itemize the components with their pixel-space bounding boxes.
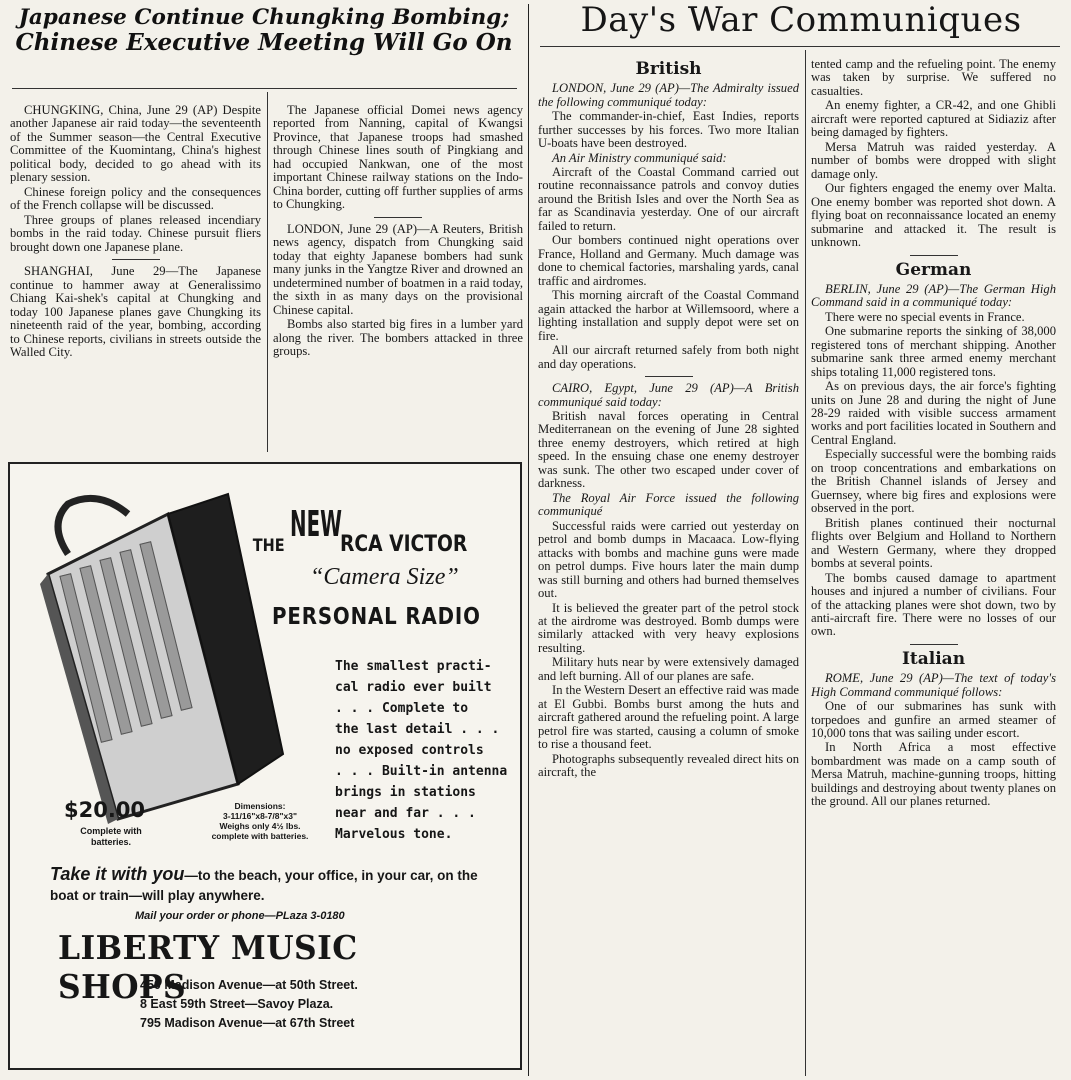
communique-para: tented camp and the refueling point. The enemy was taken by surprise. We suffered no casualties.	[811, 57, 1056, 98]
ad-dimensions	[200, 801, 320, 841]
ad-mail: Mail your order or phone—PLaza 3-0180	[135, 910, 345, 922]
blurb-line: . . . Complete to	[335, 701, 469, 716]
communique-para: In the Western Desert an effective raid was made at El Gubbi. Bombs burst among the huts and aircraft gathered around the refueling point. A large petrol fire was started, causing a column of smoke to rise a thousand feet.	[538, 683, 799, 752]
communique-para: Mersa Matruh was raided yesterday. A number of bombs were dropped with slight damage only.	[811, 139, 1056, 181]
blurb-line: brings in stations	[335, 785, 476, 800]
column-rule-middle	[528, 4, 529, 1076]
radio-drawing	[28, 484, 288, 824]
raf-intro: The Royal Air Force issued the following communiqué	[538, 490, 799, 519]
title-rule	[540, 46, 1060, 47]
take-it-lead: Take it with you	[50, 864, 185, 884]
blurb-line: cal radio ever built	[335, 680, 492, 695]
article-para: The Japanese official Domei news agency reported from Nanning, capital of Kwangsi Province, that Japanese troops had smashed through Chinese lines south of Pingkiang and had occupied Nankwan, one of the most important Chinese railway stations on the Indo-China border, cutting off further supplies of arms to Chungking.	[273, 103, 523, 212]
ad-price: $20.00	[64, 798, 146, 822]
communique-para: An enemy fighter, a CR-42, and one Ghibli aircraft were reported captured at Sidiaziz after being damaged by fighters.	[811, 98, 1056, 140]
blurb-line: The smallest practi-	[335, 659, 492, 674]
ad-addresses	[140, 976, 358, 1033]
divider	[645, 376, 693, 377]
divider	[910, 644, 958, 645]
blurb-line: near and far . . .	[335, 806, 476, 821]
dims-weight: Weighs only 4½ lbs. complete with batteries.	[211, 821, 309, 841]
communique-para: The commander-in-chief, East Indies, reports further successes by his forces. Two more Italian U-boats have been destroyed.	[538, 109, 799, 151]
address-line: 450 Madison Avenue—at 50th Street.	[140, 978, 358, 992]
ad-price-note: Complete with batteries.	[80, 826, 142, 847]
air-ministry-intro: An Air Ministry communiqué said:	[552, 150, 727, 165]
article-para: Chinese foreign policy and the consequences of the French collapse will be discussed.	[10, 184, 261, 213]
communique-para: In North Africa a most effective bombardment was made on a camp south of Mersa Matruh, machine-gunning troops, hitting buildings and destroying about twenty planes on the ground. All our planes returned.	[811, 740, 1056, 809]
communique-para: British planes continued their nocturnal flights over Belgium and Holland to Northern and Western Germany, where they dropped bombs at several points.	[811, 515, 1056, 571]
take-it-rest: —to the beach, your office, in your car, on the boat or train—will play anywhere.	[50, 868, 478, 903]
headline-line-2: Chinese Executive Meeting Will Go On	[15, 29, 513, 57]
dims-label: Dimensions:	[234, 801, 286, 811]
blurb-line: . . . Built-in antenna	[335, 764, 508, 779]
communique-para: Successful raids were carried out yesterday on petrol and bomb dumps in Macaaca. Low-flying attacks with bombs and machine guns were made on petrol dumps. Five hours later the main dump was still burning and others had burned themselves out.	[538, 518, 799, 601]
german-intro: BERLIN, June 29 (AP)—The German High Command said in a communiqué today:	[811, 281, 1056, 310]
british-intro: LONDON, June 29 (AP)—The Admiralty issued the following communiqué today:	[538, 81, 799, 109]
communiques-title: Day's War Communiques	[580, 0, 1022, 40]
radio-illustration	[28, 484, 288, 824]
dims-value: 3-11/16"x8-7/8"x3"	[222, 811, 297, 821]
divider	[910, 255, 958, 256]
ad-store-name: LIBERTY MUSIC SHOPS	[58, 928, 358, 1006]
address-line: 795 Madison Avenue—at 67th Street	[140, 1016, 355, 1030]
ad-personal-radio: PERSONAL RADIO	[272, 604, 481, 630]
headline-line-1: Japanese Continue Chungking Bombing;	[18, 5, 510, 30]
communique-column-3	[538, 58, 799, 781]
communique-para: All our aircraft returned safely from both night and day operations.	[538, 343, 799, 371]
italian-intro: ROME, June 29 (AP)—The text of today's High Command communiqué follows:	[811, 671, 1056, 699]
address-line: 8 East 59th Street—Savoy Plaza.	[140, 997, 334, 1011]
radio-advertisement	[8, 462, 522, 1070]
ad-the: THE	[252, 536, 285, 556]
communique-para: Military huts near by were extensively damaged and left burning. All of our planes are safe.	[538, 655, 799, 683]
communique-para: Our bombers continued night operations over France, Holland and Germany. Much damage was done to chemical factories, marshaling yards, canal traffic and airdromes.	[538, 233, 799, 288]
communique-para: As on previous days, the air force's fighting units on June 28 and during the night of June 28-29 raided with visible success armament works and port facilities located in Southern and Central England.	[811, 379, 1056, 447]
blurb-line: Marvelous tone.	[335, 827, 453, 842]
ad-take-it	[50, 864, 505, 906]
communique-para: British naval forces operating in Central Mediterranean on the evening of June 28 sighted three enemy destroyers, which retired at high speed. In the ensuing chase one enemy destroyer was sunk. The other two escaped under cover of darkness.	[538, 408, 799, 491]
blurb-line: the last detail . . .	[335, 722, 500, 737]
cairo-intro: CAIRO, Egypt, June 29 (AP)—A British communiqué said today:	[538, 381, 799, 409]
communique-para: Photographs subsequently revealed direct hits on aircraft, the	[538, 751, 799, 780]
communique-para: One of our submarines has sunk with torpedoes and gunfire an armed steamer of 10,000 tons that was sailing under escort.	[811, 699, 1056, 740]
communique-para: Our fighters engaged the enemy over Malta. One enemy bomber was reported shot down. A flying boat on reconnaissance located an enemy submarine and attacked it. The result is unknown.	[811, 181, 1056, 250]
divider	[112, 259, 160, 260]
communique-para: Especially successful were the bombing raids on troop concentrations and embarkations on the British Channel islands of Jersey and Guernsey, where big fires and explosions were observed in the port.	[811, 447, 1056, 516]
article-para: LONDON, June 29 (AP)—A Reuters, British news agency, dispatch from Chungking said today that eighty Japanese bombers had sunk many junks in the Yangtze River and drowned an undetermined number of boatmen in a raid today, the sixth in as many days on the provisional Chinese capital.	[273, 221, 523, 317]
column-rule-left	[267, 92, 268, 452]
blurb-line: no exposed controls	[335, 743, 484, 758]
article-para: SHANGHAI, June 29—The Japanese continue to hammer away at Generalissimo Chiang Kai-shek's capital at Chungking and today 100 Japanese planes gave Chungking its nineteenth raid of the year, bombing, according to Chinese reports, civilians in streets outside the Walled City.	[10, 264, 261, 359]
communique-para: There were no special events in France.	[825, 309, 1025, 324]
divider	[374, 217, 422, 218]
article-column-2	[273, 104, 523, 359]
communique-para: The bombs caused damage to apartment houses and injured a number of civilians. Four of the attacking planes were shot down, two by anti-aircraft fire. There were no losses of our own.	[811, 570, 1056, 639]
ad-blurb	[335, 656, 507, 845]
article-column-1	[10, 104, 261, 360]
communique-para: This morning aircraft of the Coastal Command again attacked the harbor at Willemsoord, where a lighting installation and supply depot were set on fire.	[538, 288, 799, 343]
ad-brand: RCA VICTOR	[340, 532, 468, 557]
communique-para: It is believed the greater part of the petrol stock at the airdrome was destroyed. Bomb dumps were similarly attacked with very heavy explosions resulting.	[538, 600, 799, 655]
ad-new: NEW	[290, 504, 342, 545]
italian-heading: Italian	[901, 648, 966, 669]
ad-camera-size: “Camera Size”	[310, 564, 459, 590]
article-para: CHUNGKING, China, June 29 (AP) Despite another Japanese air raid today—the seventeenth of the Summer season—the Central Executive Committee of the Kuomintang, China's highest political body, decided to go ahead with its plenary session.	[10, 103, 261, 185]
article-headline	[4, 6, 524, 56]
british-heading: British	[635, 59, 702, 79]
headline-rule	[12, 88, 517, 89]
german-heading: German	[895, 259, 972, 280]
communique-column-4	[811, 58, 1056, 810]
communique-para: One submarine reports the sinking of 38,000 registered tons of merchant shipping. Another submarine sank three armed enemy merchant ships totaling 11,000 registered tons.	[811, 324, 1056, 379]
article-para: Three groups of planes released incendiary bombs in the raid today. Chinese pursuit fliers brought down one Japanese plane.	[10, 212, 261, 254]
column-rule-right	[805, 50, 806, 1076]
communique-para: Aircraft of the Coastal Command carried out routine reconnaissance patrols and convoy duties around the British Isles and over the North Sea as far as Scandinavia yesterday. One of our aircraft failed to return.	[538, 165, 799, 233]
article-para: Bombs also started big fires in a lumber yard along the river. The bombers attacked in three groups.	[273, 317, 523, 358]
